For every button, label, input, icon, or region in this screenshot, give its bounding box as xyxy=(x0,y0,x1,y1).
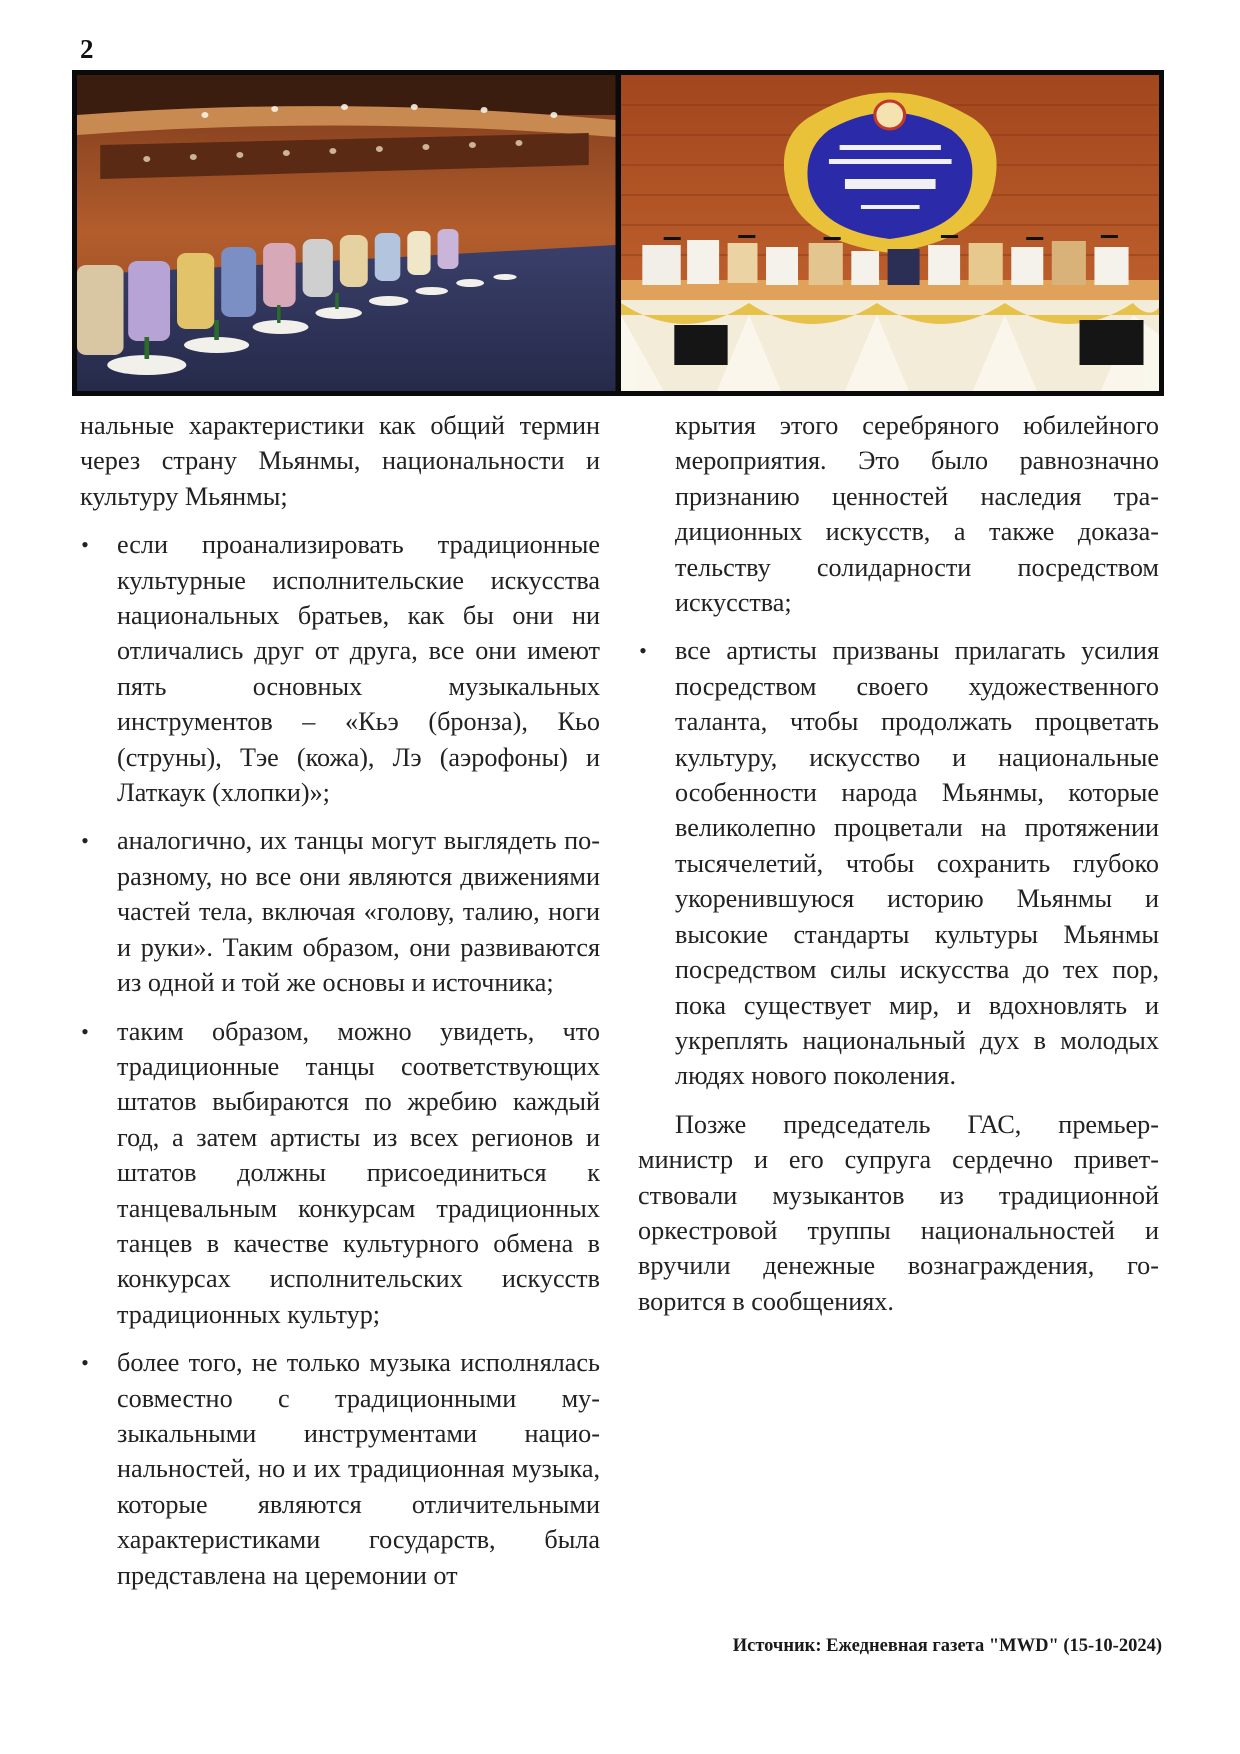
list-item xyxy=(80,823,600,1000)
list-item-text: если проанализировать традиционные культурные исполнительские искусства национальных братьев, как бы они ни отличались друг от друга, все они имеют пять основных музыкальных инструментов – «Кьэ (бронза), Кьо (струны), Тэе (кожа), Лэ (аэрофоны) и Латкаук (хлопки)»; xyxy=(117,530,600,808)
bullet-list xyxy=(80,527,600,1593)
bullet-icon: • xyxy=(81,1350,89,1376)
list-item xyxy=(638,633,1159,1093)
closing-paragraph: Позже председатель ГАС, премьер-министр и его супруга сердечно приветствовали музыкантов из традиционной оркестровой труппы национальностей и вручили денежные вознаграждения, говорится в сообщениях. xyxy=(638,1109,1159,1316)
list-item-text: более того, не только музыка исполнялась совместно с традиционными музыкальными инструментами национальностей, но и их традиционная музыка, которые являются отличительными характеристиками государств, была представлена на церемонии от xyxy=(117,1348,600,1590)
continuation-paragraph: нальные характеристики как общий термин через страну Мьянмы, национальности и культуру Мьянмы; xyxy=(80,411,600,511)
right-column xyxy=(638,408,1159,1332)
page-number: 2 xyxy=(80,34,94,64)
concert-hall-audience-photo xyxy=(77,75,616,391)
traditional-orchestra-stage-photo xyxy=(621,75,1160,391)
list-item xyxy=(80,527,600,810)
bullet-icon: • xyxy=(81,828,89,854)
list-item-text: все артисты призваны прилагать усилия посредством своего художественного таланта, чтобы продолжать процветать культуру, искусство и национальные особенности народа Мьянмы, которые великолепно процветали на протяжении тысячелетий, чтобы сохранить глубоко укоренившуюся историю Мьянмы и высокие стандарты культуры Мьянмы посредством силы искусства до тех пор, пока существует мир, и вдохновлять и укреплять национальный дух в молодых людях нового поколения. xyxy=(675,636,1159,1091)
list-item-text: аналогично, их танцы могут выглядеть по-разному, но все они являются движениями частей тела, включая «голову, талию, ноги и руки». Таким образом, они развиваются из одной и той же основы и источника; xyxy=(117,826,600,998)
list-item xyxy=(80,1014,600,1333)
photo-strip xyxy=(72,70,1164,396)
list-item-text: таким образом, можно увидеть, что традиционные танцы соответствующих штатов выбираются по жребию каждый год, а затем артисты из всех регионов и штатов должны присоединиться к танцевальным конкурсам традиционных танцев в качестве культурного обмена в конкурсах исполнительских искусств традиционных культур; xyxy=(117,1016,600,1329)
left-column xyxy=(80,408,600,1606)
bullet-icon: • xyxy=(639,638,647,664)
source-citation: Источник: Ежедневная газета "MWD" (15-10-2024) xyxy=(732,1636,1162,1656)
bullet-list xyxy=(638,633,1159,1093)
list-item xyxy=(80,1345,600,1593)
continuation-paragraph: крытия этого серебряного юбилейного мероприятия. Это было равнозначно признанию ценностей наследия традиционных искусств, а также доказательству солидарности посредством искусства; xyxy=(675,411,1159,618)
bullet-icon: • xyxy=(81,532,89,558)
bullet-icon: • xyxy=(81,1018,89,1044)
